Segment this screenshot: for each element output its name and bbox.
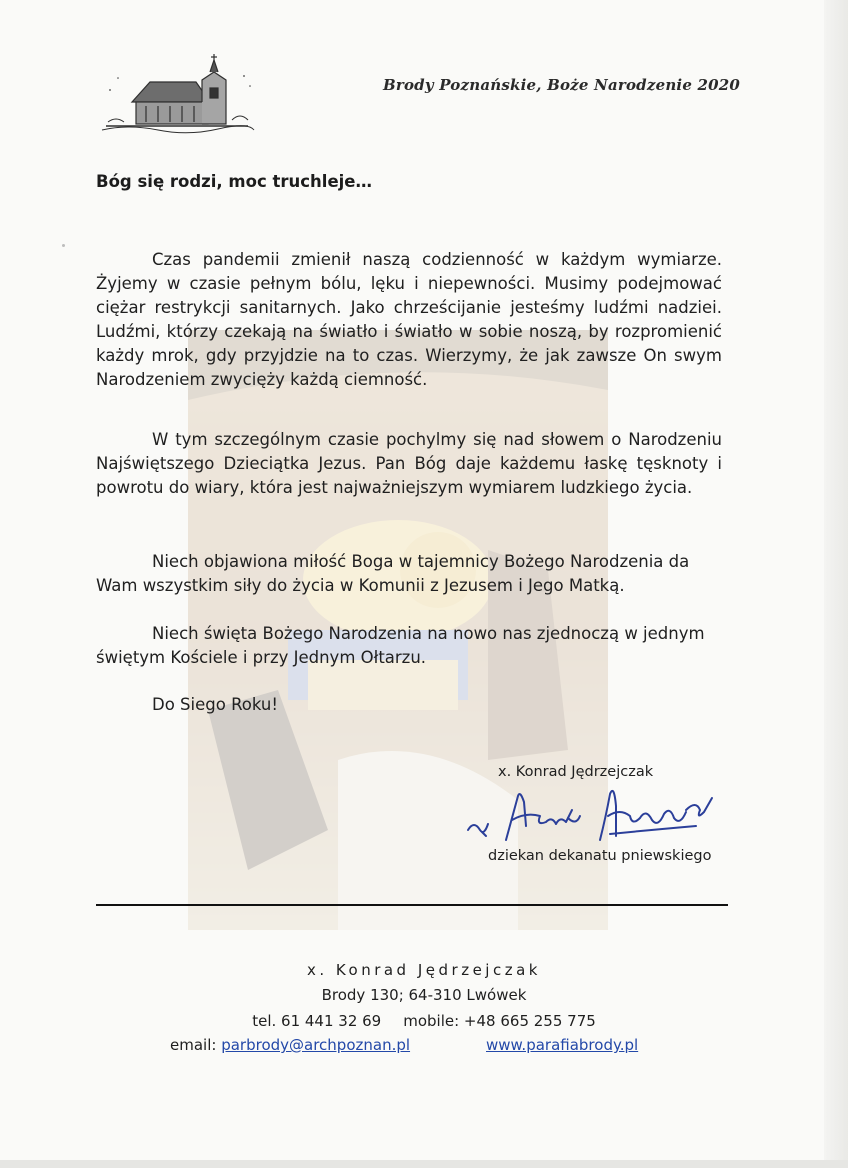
place-date: Brody Poznańskie, Boże Narodzenie 2020 — [383, 76, 741, 94]
handwritten-signature — [460, 786, 720, 846]
footer-divider — [96, 904, 728, 906]
footer-phones — [0, 1012, 848, 1030]
signature-title: dziekan dekanatu pniewskiego — [488, 848, 712, 864]
footer-name: x. Konrad Jędrzejczak — [307, 961, 541, 979]
paragraph-3: Niech objawiona miłość Boga w tajemnicy Bożego Narodzenia da Wam wszystkim siły do życia w Komunii z Jezusem i Jego Matką. — [96, 552, 690, 595]
email-link[interactable]: parbrody@archpoznan.pl — [221, 1036, 411, 1054]
footer-address: Brody 130; 64-310 Lwówek — [321, 986, 527, 1004]
paragraph-2: W tym szczególnym czasie pochylmy się nad słowem o Narodzeniu Najświętszego Dzieciątka Jezus. Pan Bóg daje każdemu łaskę tęsknoty i powrotu do wiary, która jest najważniejszym wymiarem ludzkiego życia. — [96, 430, 722, 497]
footer-email — [170, 1036, 410, 1054]
scan-speck — [62, 244, 65, 247]
scan-edge-bottom — [0, 1160, 848, 1168]
paragraph-greeting: Do Siego Roku! — [152, 695, 279, 714]
signature-name: x. Konrad Jędrzejczak — [498, 764, 654, 780]
paragraph-4: Niech święta Bożego Narodzenia na nowo nas zjednoczą w jednym świętym Kościele i przy Jednym Ołtarzu. — [96, 624, 705, 667]
email-label: email: — [170, 1036, 222, 1054]
letter-headline: Bóg się rodzi, moc truchleje… — [96, 172, 372, 191]
paragraph-1: Czas pandemii zmienił naszą codzienność w każdym wymiarze. Żyjemy w czasie pełnym bólu, lęku i niepewności. Musimy podejmować ciężar restrykcji sanitarnych. Jako chrześcijanie jesteśmy ludźmi nadziei. Ludźmi, którzy czekają na światło i światło w sobie noszą, by rozpromienić każdy mrok, gdy przyjdzie na to czas. Wierzymy, że jak zawsze On swym Narodzeniem zwycięży każdą ciemność. — [96, 250, 722, 389]
footer-phone: tel. 61 441 32 69 — [252, 1012, 382, 1030]
footer-mobile: mobile: +48 665 255 775 — [403, 1012, 596, 1030]
website-link[interactable]: www.parafiabrody.pl — [486, 1036, 639, 1054]
church-logo-sketch — [98, 50, 258, 136]
